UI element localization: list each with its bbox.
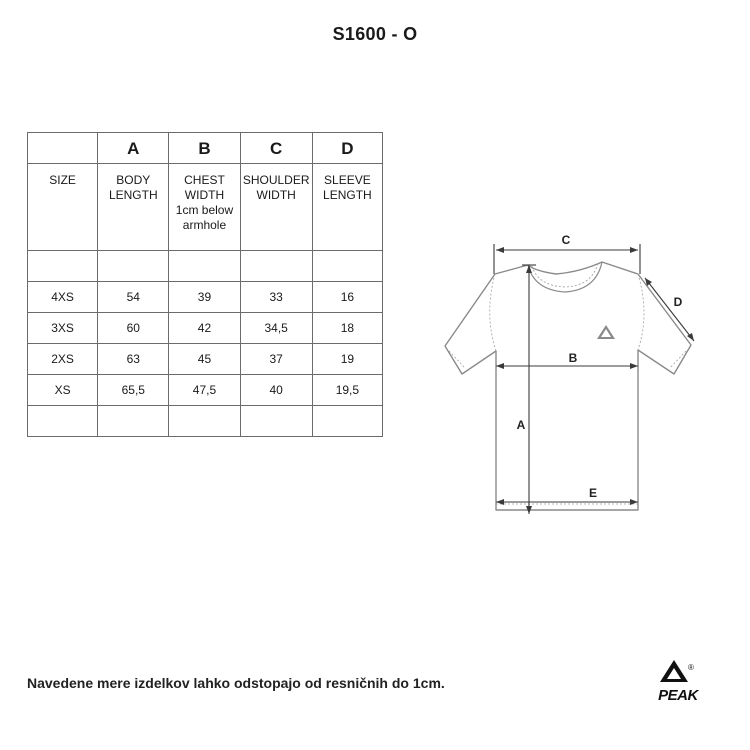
page-title: S1600 - O bbox=[332, 24, 418, 44]
header-line: armhole bbox=[182, 218, 227, 232]
chest-width-cell: 42 bbox=[169, 313, 240, 344]
header-line: SLEEVE bbox=[324, 173, 371, 187]
table-row bbox=[28, 282, 383, 313]
collar-seam bbox=[532, 263, 598, 287]
header-line: WIDTH bbox=[256, 188, 296, 202]
logo-registered-mark: ® bbox=[688, 663, 694, 672]
table-letter-row bbox=[28, 133, 383, 164]
header-shoulder-width bbox=[240, 164, 312, 251]
table-row bbox=[28, 344, 383, 375]
tshirt-measurement-diagram bbox=[438, 222, 708, 522]
header-size bbox=[28, 164, 98, 251]
chest-width-cell: 47,5 bbox=[169, 375, 240, 406]
shoulder-width-cell: 40 bbox=[240, 375, 312, 406]
chest-logo-icon bbox=[597, 325, 615, 339]
shoulder-width-cell: 37 bbox=[240, 344, 312, 375]
table-blank-row bbox=[28, 406, 383, 437]
measure-a-label: A bbox=[516, 418, 526, 432]
shoulder-width-cell: 34,5 bbox=[240, 313, 312, 344]
blank-cell bbox=[240, 406, 312, 437]
header-line: LENGTH bbox=[108, 188, 158, 202]
sleeve-length-cell: 16 bbox=[312, 282, 382, 313]
header-line: LENGTH bbox=[323, 188, 372, 202]
header-line: SHOULDER bbox=[242, 173, 310, 187]
table-blank-row bbox=[28, 251, 383, 282]
letter-cell-b: B bbox=[169, 133, 240, 164]
peak-logo bbox=[652, 658, 704, 704]
header-chest-width bbox=[169, 164, 240, 251]
measure-c-label: C bbox=[561, 233, 571, 247]
blank-cell bbox=[28, 406, 98, 437]
measure-e-label: E bbox=[588, 486, 598, 500]
shoulder-width-cell: 33 bbox=[240, 282, 312, 313]
measure-b-line bbox=[496, 363, 638, 369]
chest-width-cell: 39 bbox=[169, 282, 240, 313]
letter-cell-c: C bbox=[240, 133, 312, 164]
measure-a-line bbox=[522, 265, 536, 514]
size-cell: 2XS bbox=[28, 344, 98, 375]
left-armhole-seam bbox=[490, 274, 496, 351]
table-row bbox=[28, 313, 383, 344]
blank-cell bbox=[28, 251, 98, 282]
letter-cell-d: D bbox=[312, 133, 382, 164]
measure-b-label: B bbox=[568, 351, 578, 365]
blank-cell bbox=[98, 251, 169, 282]
sleeve-length-cell: 19 bbox=[312, 344, 382, 375]
logo-wordmark: PEAK bbox=[658, 687, 698, 704]
body-length-cell: 54 bbox=[98, 282, 169, 313]
header-body-length bbox=[98, 164, 169, 251]
table-row bbox=[28, 375, 383, 406]
size-cell: 4XS bbox=[28, 282, 98, 313]
size-cell: 3XS bbox=[28, 313, 98, 344]
header-sleeve-length bbox=[312, 164, 382, 251]
blank-cell bbox=[312, 251, 382, 282]
letter-cell-a: A bbox=[98, 133, 169, 164]
size-table bbox=[27, 132, 383, 437]
body-length-cell: 60 bbox=[98, 313, 169, 344]
body-length-cell: 65,5 bbox=[98, 375, 169, 406]
measure-d-label: D bbox=[673, 295, 683, 309]
right-armhole-seam bbox=[638, 274, 644, 350]
letter-cell-empty bbox=[28, 133, 98, 164]
blank-cell bbox=[312, 406, 382, 437]
blank-cell bbox=[240, 251, 312, 282]
measure-c-line bbox=[494, 244, 640, 274]
right-sleeve-hem-seam bbox=[670, 351, 686, 368]
header-line: 1cm below bbox=[175, 203, 234, 217]
header-line: WIDTH bbox=[184, 188, 225, 202]
sleeve-length-cell: 18 bbox=[312, 313, 382, 344]
header-line: BODY bbox=[116, 173, 151, 187]
measure-d-line bbox=[645, 278, 694, 341]
sleeve-length-cell: 19,5 bbox=[312, 375, 382, 406]
chest-width-cell: 45 bbox=[169, 344, 240, 375]
header-size-label: SIZE bbox=[49, 173, 76, 187]
size-cell: XS bbox=[28, 375, 98, 406]
blank-cell bbox=[169, 406, 240, 437]
disclaimer-note: Navedene mere izdelkov lahko odstopajo od resničnih do 1cm. bbox=[27, 675, 445, 691]
blank-cell bbox=[169, 251, 240, 282]
table-header-row bbox=[28, 164, 383, 251]
tshirt-outline bbox=[445, 262, 691, 510]
header-line: CHEST bbox=[184, 173, 225, 187]
blank-cell bbox=[98, 406, 169, 437]
body-length-cell: 63 bbox=[98, 344, 169, 375]
